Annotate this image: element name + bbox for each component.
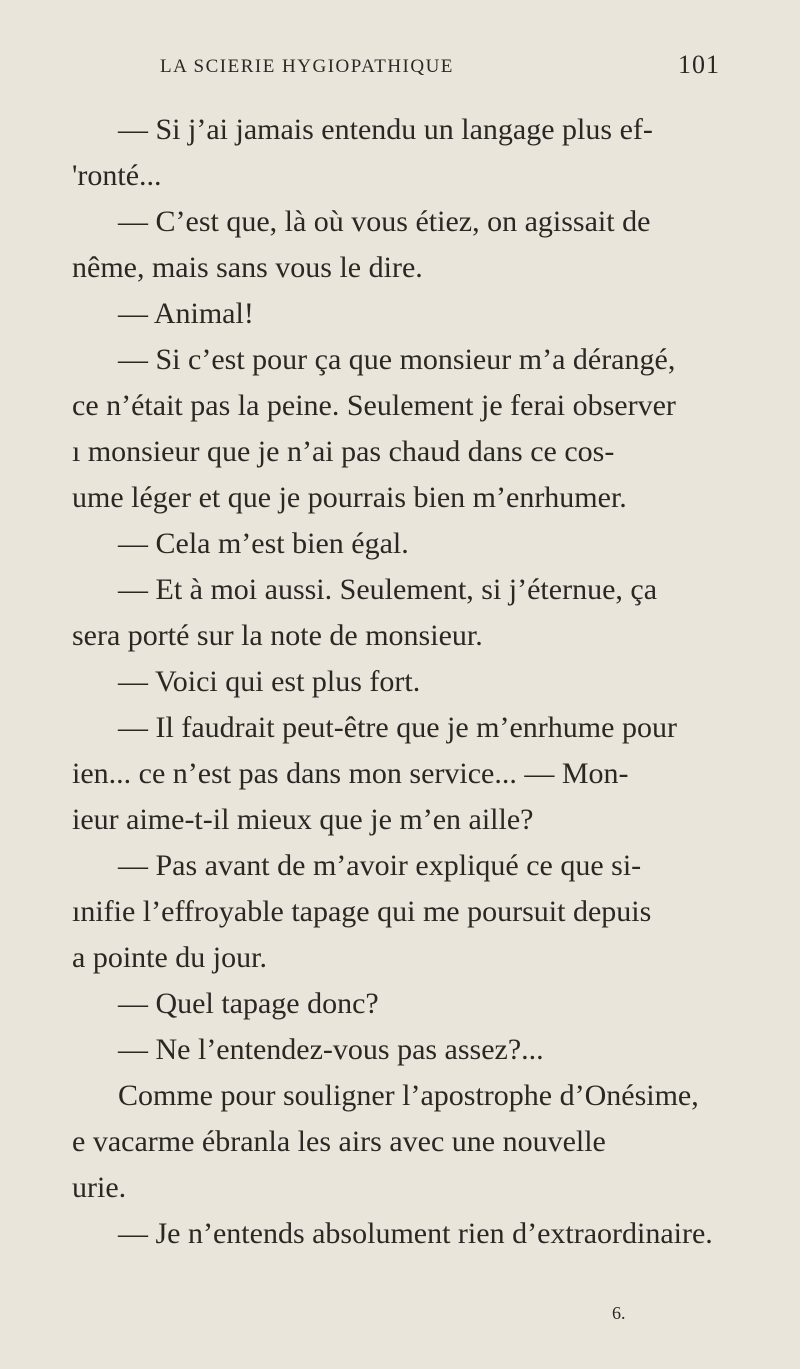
text-line: — C’est que, là où vous étiez, on agissait de: [118, 205, 651, 238]
text-line: — Animal!: [118, 297, 254, 330]
text-line: sera porté sur la note de monsieur.: [72, 619, 483, 652]
text-line: — Si c’est pour ça que monsieur m’a dérangé,: [118, 343, 676, 376]
text-line: — Et à moi aussi. Seulement, si j’éternue, ça: [118, 573, 658, 606]
text-line: urie.: [72, 1171, 127, 1204]
text-line: — Voici qui est plus fort.: [118, 665, 421, 698]
signature-mark: 6.: [612, 1303, 626, 1323]
text-line: e vacarme ébranla les airs avec une nouvelle: [72, 1125, 606, 1158]
text-line: ieur aime-t-il mieux que je m’en aille?: [72, 803, 534, 836]
text-line: — Cela m’est bien égal.: [118, 527, 409, 560]
text-line: 'ronté...: [72, 159, 162, 192]
text-line: — Quel tapage donc?: [118, 987, 379, 1020]
page-header: [160, 50, 720, 90]
text-line: ce n’était pas la peine. Seulement je ferai observer: [72, 389, 676, 422]
text-line: — Pas avant de m’avoir expliqué ce que si-: [118, 849, 642, 882]
page-number: 101: [678, 50, 720, 79]
text-line: — Il faudrait peut-être que je m’enrhume pour: [118, 711, 677, 744]
text-line: nême, mais sans vous le dire.: [72, 251, 423, 284]
text-line: ınifie l’effroyable tapage qui me poursuit depuis: [72, 895, 652, 928]
text-line: a pointe du jour.: [72, 941, 267, 974]
text-line: — Ne l’entendez-vous pas assez?...: [118, 1033, 544, 1066]
text-line: ı monsieur que je n’ai pas chaud dans ce cos-: [72, 435, 615, 468]
text-line: ume léger et que je pourrais bien m’enrhumer.: [72, 481, 627, 514]
text-line: Comme pour souligner l’apostrophe d’Onésime,: [118, 1079, 699, 1112]
text-line: — Je n’entends absolument rien d’extraordinaire.: [118, 1217, 713, 1250]
running-head: LA SCIERIE HYGIOPATHIQUE: [160, 56, 454, 77]
text-line: ien... ce n’est pas dans mon service... — Mon-: [72, 757, 629, 790]
text-line: — Si j’ai jamais entendu un langage plus ef-: [118, 113, 653, 146]
